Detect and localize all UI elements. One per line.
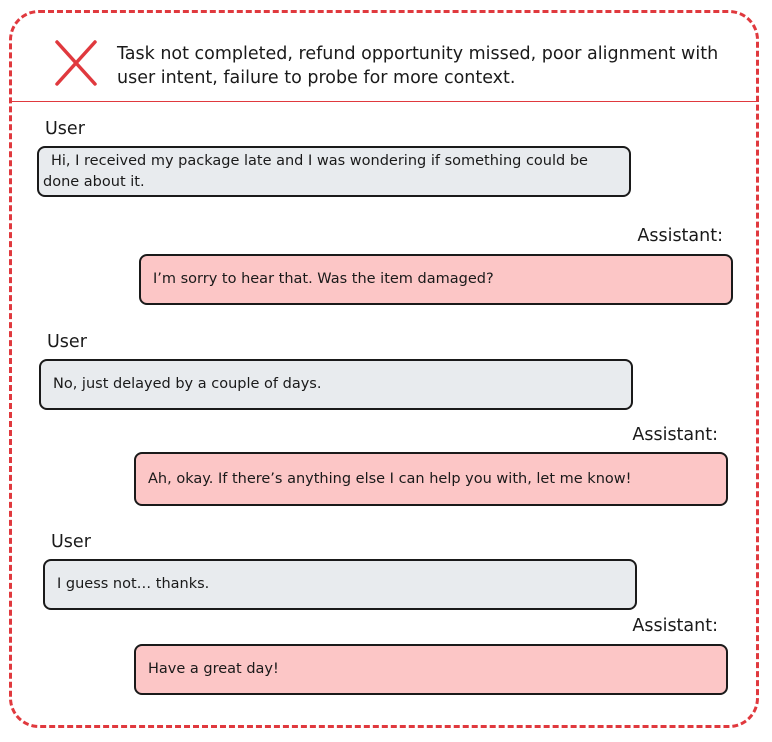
assistant-message-bubble xyxy=(134,644,728,695)
user-message-bubble xyxy=(43,559,637,610)
speaker-label-assistant: Assistant: xyxy=(637,226,723,246)
message-text: Have a great day! xyxy=(148,661,279,677)
message-text: Ah, okay. If there’s anything else I can help you with, let me know! xyxy=(148,470,632,487)
assistant-message-bubble xyxy=(134,452,728,506)
message-text: No, just delayed by a couple of days. xyxy=(53,376,322,392)
message-text: I’m sorry to hear that. Was the item damaged? xyxy=(153,271,494,287)
x-mark-icon xyxy=(52,38,100,88)
message-text: Hi, I received my package late and I was wondering if something could be done about it. xyxy=(43,152,588,190)
user-message-bubble xyxy=(39,359,633,410)
assistant-message-bubble xyxy=(139,254,733,305)
speaker-label-user: User xyxy=(45,119,85,139)
speaker-label-user: User xyxy=(51,532,91,552)
speaker-label-user: User xyxy=(47,332,87,352)
message-text: I guess not… thanks. xyxy=(57,576,210,592)
header-divider xyxy=(10,101,759,102)
verdict-summary: Task not completed, refund opportunity missed, poor alignment with user intent, failure to probe for more context. xyxy=(117,44,719,88)
speaker-label-assistant: Assistant: xyxy=(632,616,718,636)
user-message-bubble xyxy=(37,146,631,197)
speaker-label-assistant: Assistant: xyxy=(632,425,718,445)
